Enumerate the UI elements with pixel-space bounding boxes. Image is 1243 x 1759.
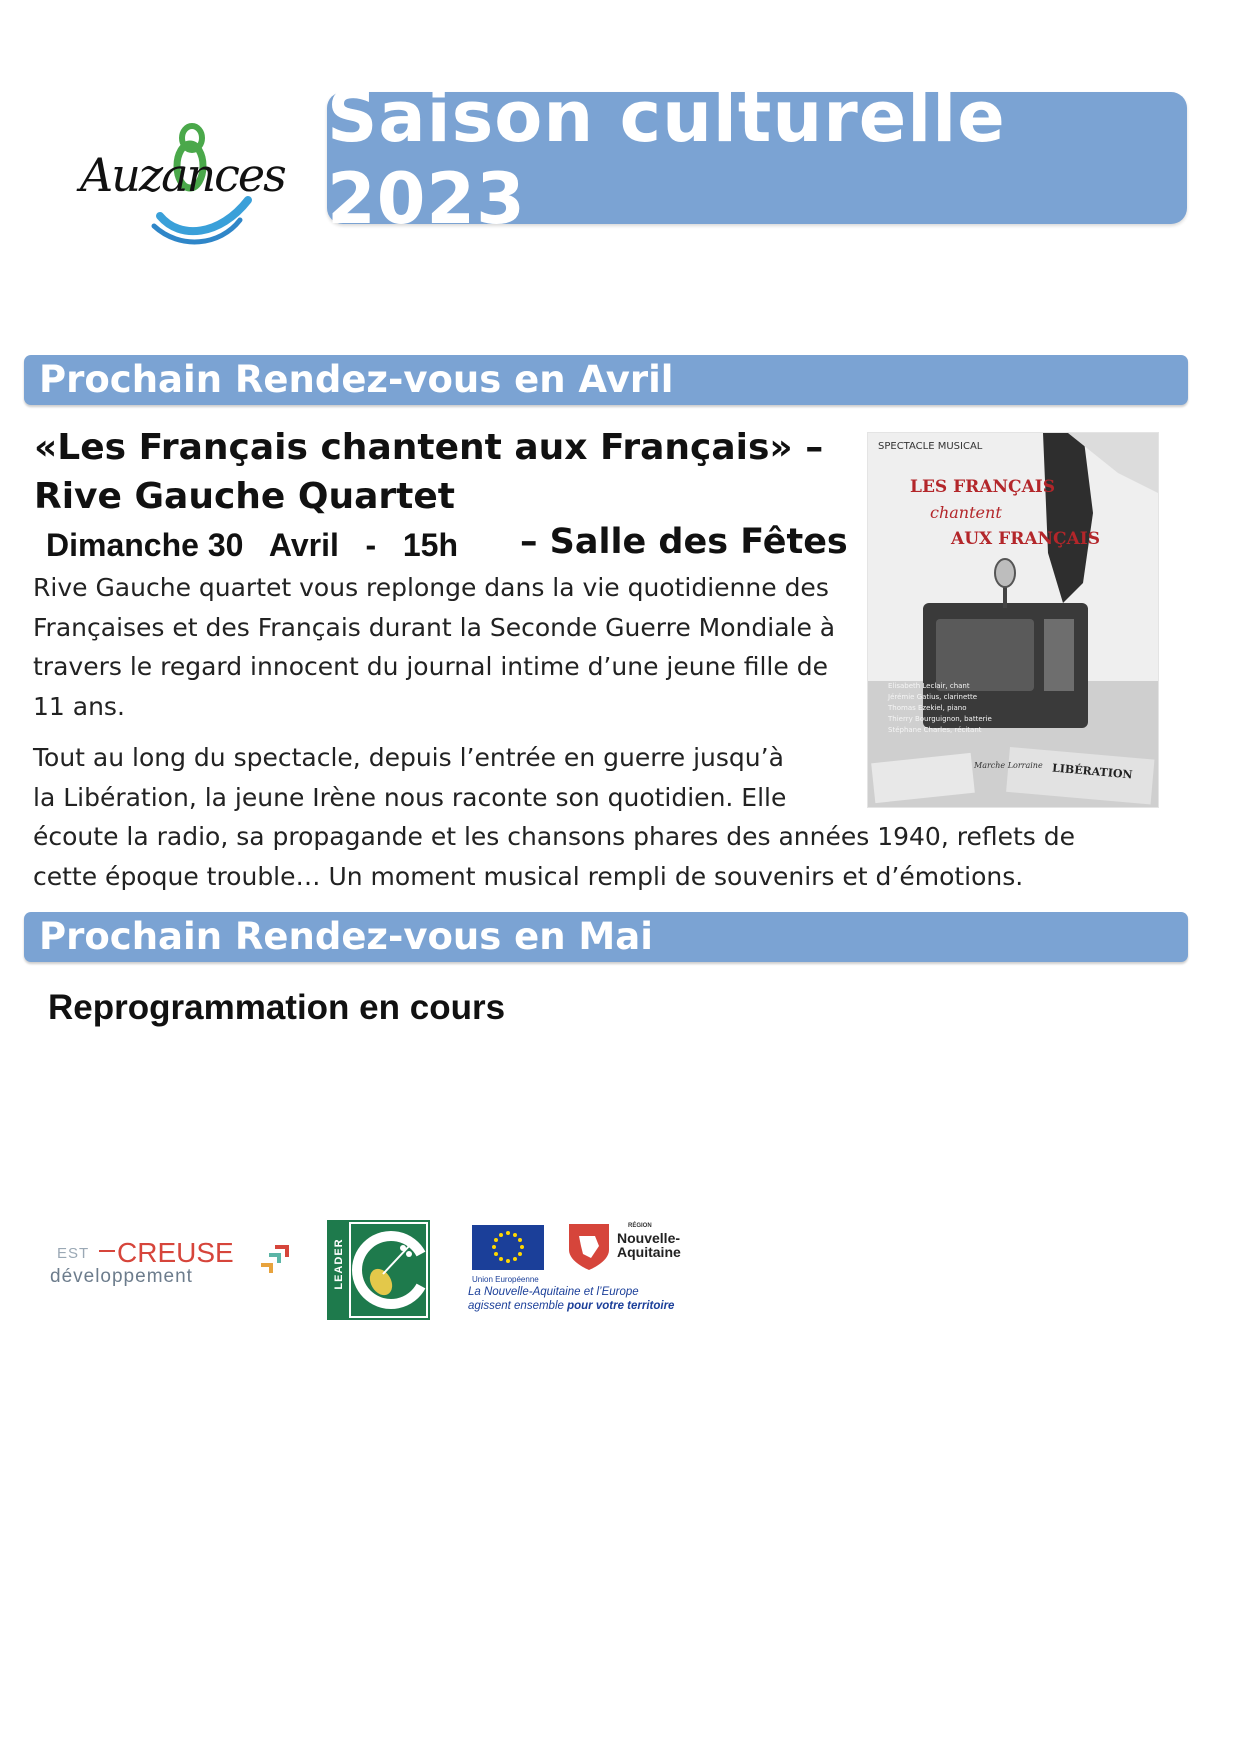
arrow-icon — [99, 1250, 115, 1252]
region-shield-icon — [565, 1220, 613, 1272]
logo-text: Auzances — [80, 148, 285, 202]
est-creuse-name: CREUSE — [117, 1237, 234, 1268]
description-line: la Libération, la jeune Irène nous raconte son quotidien. Elle — [33, 782, 787, 812]
tagline-line-1: La Nouvelle-Aquitaine et l’Europe — [468, 1286, 639, 1298]
poster-newspaper-2: LIBÉRATION — [1051, 761, 1134, 782]
poster-credit: Elisabeth Leclair, chant — [888, 682, 970, 690]
section-bar-may — [24, 912, 1188, 962]
eu-flag-logo — [472, 1225, 544, 1284]
tagline-line-2 — [468, 1299, 718, 1313]
event-title: «Les Français chantent aux Français» – Rive Gauche Quartet — [34, 427, 824, 517]
region-name — [617, 1231, 681, 1259]
region-name-2: Aquitaine — [617, 1244, 681, 1260]
event-description-1: Rive Gauche quartet vous replonge dans la vie quotidienne des Françaises et des Français durant la Seconde Guerre Mondiale à travers le regard innocent du journal intime d’une jeune fille de 11 ans. — [33, 573, 836, 721]
creuse-corner-icon — [255, 1243, 291, 1279]
region-name-1: Nouvelle- — [617, 1230, 681, 1246]
leader-emblem-icon — [351, 1224, 426, 1316]
section-bar-april — [24, 355, 1188, 405]
eu-label: Union Européenne — [472, 1275, 539, 1284]
tagline-part-2: pour votre territoire — [567, 1300, 675, 1312]
region-small: RÉGION — [628, 1223, 652, 1229]
eu-flag-icon — [472, 1225, 544, 1270]
title-banner — [327, 76, 1187, 240]
may-status: Reprogrammation en cours — [48, 988, 506, 1027]
poster-credit: Stéphane Charles, récitant — [888, 726, 982, 734]
description-line: écoute la radio, sa propagande et les chansons phares des années 1940, reflets de — [33, 822, 1075, 851]
poster-title-1: LES FRANÇAIS — [910, 477, 1055, 497]
poster-newspaper-1: Marche Lorraine — [974, 761, 1043, 770]
poster-title-2: chantent — [930, 503, 1002, 522]
est-creuse-sub: développement — [50, 1266, 193, 1287]
leader-label: LEADER — [333, 1238, 345, 1290]
leader-logo — [327, 1220, 430, 1320]
poster-title-3: AUX FRANÇAIS — [951, 529, 1100, 549]
section-heading-may: Prochain Rendez-vous en Mai — [39, 915, 653, 958]
poster-credit: Thomas Ezekiel, piano — [888, 704, 967, 712]
est-creuse-logo — [50, 1235, 295, 1295]
poster-credit: Jérémie Gatius, clarinette — [888, 693, 978, 701]
poster-kicker: SPECTACLE MUSICAL — [878, 441, 983, 452]
section-heading-april: Prochain Rendez-vous en Avril — [39, 358, 674, 401]
region-logo — [565, 1220, 700, 1272]
event-venue: – Salle des Fêtes — [520, 522, 848, 562]
auzances-logo — [80, 108, 285, 258]
est-creuse-prefix: EST — [57, 1245, 90, 1262]
event-date-time: Dimanche 30 Avril - 15h — [46, 527, 458, 563]
tagline-part-1: agissent ensemble — [468, 1300, 568, 1312]
partner-tagline — [468, 1285, 718, 1313]
event-poster — [867, 432, 1159, 808]
page-title: Saison culturelle 2023 — [327, 76, 1006, 240]
poster-credits — [888, 681, 992, 736]
description-line: Tout au long du spectacle, depuis l’entrée en guerre jusqu’à — [33, 743, 784, 772]
poster-credit: Thierry Bourguignon, batterie — [888, 715, 992, 723]
description-line: cette époque trouble… Un moment musical rempli de souvenirs et d’émotions. — [33, 861, 1024, 891]
